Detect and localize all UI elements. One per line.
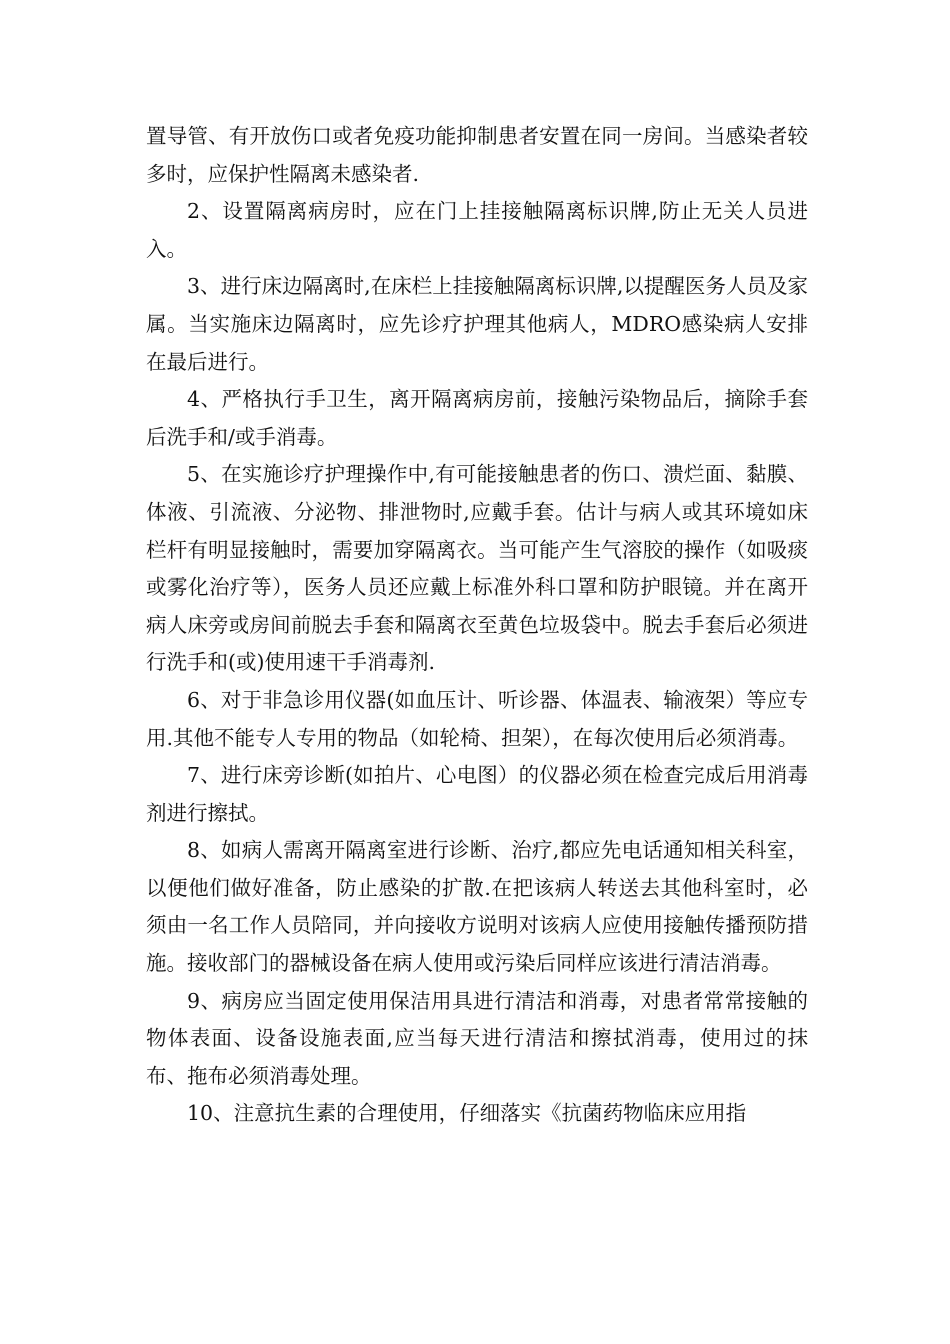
document-body: [146, 118, 808, 1133]
paragraph-item-6: 6、对于非急诊用仪器(如血压计、听诊器、体温表、输液架）等应专用.其他不能专人专用的物品（如轮椅、担架），在每次使用后必须消毒。: [146, 687, 808, 750]
paragraph-item-8: 8、如病人需离开隔离室进行诊断、治疗,都应先电话通知相关科室，以便他们做好准备，防止感染的扩散.在把该病人转送去其他科室时，必须由一名工作人员陪同，并向接收方说明对该病人应使用接触传播预防措施。接收部门的器械设备在病人使用或污染后同样应该进行清洁消毒。: [146, 838, 808, 976]
paragraph-item-4: 4、严格执行手卫生，离开隔离病房前，接触污染物品后，摘除手套后洗手和/或手消毒。: [146, 387, 808, 449]
paragraph-item-5: 5、在实施诊疗护理操作中,有可能接触患者的伤口、溃烂面、黏膜、体液、引流液、分泌物、排泄物时,应戴手套。估计与病人或其环境如床栏杆有明显接触时，需要加穿隔离衣。当可能产生气溶胶的操作（如吸痰或雾化治疗等），医务人员还应戴上标准外科口罩和防护眼镜。并在离开病人床旁或房间前脱去手套和隔离衣至黄色垃圾袋中。脱去手套后必须进行洗手和(或)使用速干手消毒剂.: [146, 462, 808, 675]
paragraph-item-9: 9、病房应当固定使用保洁用具进行清洁和消毒，对患者常常接触的物体表面、设备设施表面,应当每天进行清洁和擦拭消毒，使用过的抹布、拖布必须消毒处理。: [146, 988, 808, 1088]
paragraph-continuation: 置导管、有开放伤口或者免疫功能抑制患者安置在同一房间。当感染者较多时，应保护性隔离未感染者.: [146, 124, 808, 186]
paragraph-item-3: 3、进行床边隔离时,在床栏上挂接触隔离标识牌,以提醒医务人员及家属。当实施床边隔离时，应先诊疗护理其他病人，MDRO感染病人安排在最后进行。: [146, 274, 808, 374]
paragraph-item-7: 7、进行床旁诊断(如拍片、心电图）的仪器必须在检查完成后用消毒剂进行擦拭。: [146, 763, 808, 825]
paragraph-item-10: 10、注意抗生素的合理使用，仔细落实《抗菌药物临床应用指: [187, 1101, 747, 1126]
paragraph-item-2: 2、设置隔离病房时，应在门上挂接触隔离标识牌,防止无关人员进入。: [146, 199, 808, 261]
